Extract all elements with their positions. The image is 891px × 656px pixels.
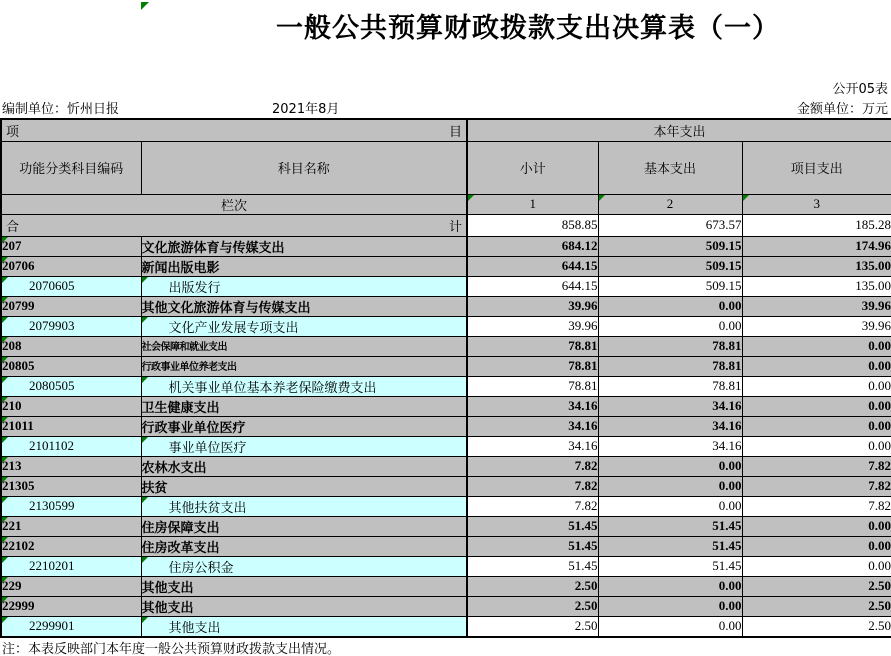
code-text: 229 <box>2 578 22 593</box>
project-value-cell[interactable] <box>742 276 891 296</box>
table-row <box>1 616 891 637</box>
subject-name-text: 农林水支出 <box>141 459 207 475</box>
period-label: 2021年8月 <box>272 102 340 117</box>
value-text: 2.50 <box>574 598 598 613</box>
subtotal-value-cell[interactable] <box>467 296 598 316</box>
cell-flag-icon <box>2 457 8 463</box>
subject-name-cell[interactable] <box>141 596 467 616</box>
table-row <box>1 436 891 456</box>
value-text: 78.81 <box>568 358 598 373</box>
table-row <box>1 476 891 496</box>
value-text: 34.16 <box>568 398 598 413</box>
project-value-cell[interactable] <box>742 236 891 256</box>
cell-flag-icon <box>2 277 8 283</box>
value-text: 34.16 <box>712 398 742 413</box>
value-text: 684.12 <box>561 238 598 253</box>
page-title: 一般公共预算财政拨款支出决算表（一） <box>276 13 780 44</box>
cell-flag-icon <box>2 557 8 563</box>
cell-flag-icon <box>2 377 8 383</box>
value-text: 39.96 <box>861 298 891 313</box>
table-row <box>1 596 891 616</box>
code-cell[interactable] <box>1 476 141 496</box>
cell-flag-icon <box>2 477 8 483</box>
value-text: 34.16 <box>712 418 742 433</box>
basic-value-cell[interactable] <box>598 256 742 276</box>
code-cell[interactable] <box>1 236 141 256</box>
subtotal-value-cell[interactable] <box>467 516 598 536</box>
cell-flag-icon <box>2 357 8 363</box>
subject-name-text: 社会保障和就业支出 <box>141 342 227 353</box>
subject-name-cell[interactable] <box>141 456 467 476</box>
cell-flag-icon <box>142 437 148 443</box>
cell-flag-icon <box>142 497 148 503</box>
project-column-header[interactable] <box>742 141 891 194</box>
subject-name-cell[interactable] <box>141 336 467 356</box>
year-expense-text: 本年支出 <box>653 123 706 139</box>
subject-name-cell[interactable] <box>141 576 467 596</box>
basic-value-cell[interactable] <box>598 356 742 376</box>
value-text: 0.00 <box>718 458 742 473</box>
table-row <box>1 576 891 596</box>
value-text: 0.00 <box>718 318 742 333</box>
subject-name-text: 行政事业单位养老支出 <box>141 362 237 373</box>
cell-flag-icon <box>2 237 8 243</box>
code-text: 22102 <box>2 538 35 553</box>
subtotal-value-cell[interactable] <box>467 256 598 276</box>
subtotal-value-cell[interactable] <box>467 616 598 637</box>
value-text: 7.82 <box>574 498 598 513</box>
total-basic-cell[interactable] <box>598 214 742 236</box>
code-cell[interactable] <box>1 536 141 556</box>
basic-value-cell[interactable] <box>598 396 742 416</box>
item-left-text: 项 <box>6 123 20 139</box>
table-row <box>1 416 891 436</box>
code-cell[interactable] <box>1 516 141 536</box>
total-left-text: 合 <box>6 218 20 234</box>
rank-label-text: 栏次 <box>220 197 247 213</box>
cell-flag-icon <box>2 517 8 523</box>
cell-flag-icon <box>142 377 148 383</box>
code-cell[interactable] <box>1 256 141 276</box>
value-text: 0.00 <box>718 498 742 513</box>
code-text: 2210201 <box>29 558 75 573</box>
subject-name-cell[interactable] <box>141 556 467 576</box>
subject-name-text: 其他扶贫支出 <box>168 499 247 515</box>
subtotal-header-text: 小计 <box>519 161 546 176</box>
subject-name-cell[interactable] <box>141 436 467 456</box>
value-text: 0.00 <box>718 298 742 313</box>
footnote: 注：本表反映部门本年度一般公共预算财政拨款支出情况。 <box>2 642 341 656</box>
value-text: 51.45 <box>712 538 742 553</box>
subject-name-cell[interactable] <box>141 496 467 516</box>
value-text: 2.50 <box>868 598 891 613</box>
value-text: 39.96 <box>568 298 598 313</box>
subject-name-text: 扶贫 <box>141 479 168 495</box>
value-text: 0.00 <box>718 598 742 613</box>
project-value-cell[interactable] <box>742 456 891 476</box>
subtotal-value-cell[interactable] <box>467 276 598 296</box>
subject-name-cell[interactable] <box>141 356 467 376</box>
code-cell[interactable] <box>1 376 141 396</box>
project-value-cell[interactable] <box>742 416 891 436</box>
basic-value-cell[interactable] <box>598 456 742 476</box>
value-text: 2.50 <box>868 618 891 633</box>
subject-name-text: 住房改革支出 <box>141 539 220 555</box>
subject-name-text: 住房保障支出 <box>141 519 220 535</box>
table-row <box>1 256 891 276</box>
project-value-cell[interactable] <box>742 296 891 316</box>
code-cell[interactable] <box>1 616 141 637</box>
code-text: 21011 <box>2 418 34 433</box>
project-header-text: 项目支出 <box>790 161 843 176</box>
value-text: 7.82 <box>574 458 598 473</box>
code-cell[interactable] <box>1 396 141 416</box>
code-text: 21305 <box>2 478 35 493</box>
rank-number-text: 2 <box>666 196 674 211</box>
cell-flag-icon <box>2 577 8 583</box>
sheet-number-label: 公开05表 <box>832 82 888 97</box>
value-text: 78.81 <box>568 338 598 353</box>
code-text: 2070605 <box>29 278 75 293</box>
value-text: 135.00 <box>855 278 891 293</box>
cell-flag-icon <box>2 597 8 603</box>
total-value-text: 673.57 <box>705 217 742 232</box>
rank-cell-3[interactable] <box>742 194 891 214</box>
table-row <box>1 276 891 296</box>
cell-flag-icon <box>142 317 148 323</box>
subject-name-cell[interactable] <box>141 256 467 276</box>
code-text: 20706 <box>2 258 35 273</box>
basic-value-cell[interactable] <box>598 596 742 616</box>
header-row-columns <box>1 141 891 194</box>
basic-header-text: 基本支出 <box>643 161 696 176</box>
subtotal-value-cell[interactable] <box>467 316 598 336</box>
basic-value-cell[interactable] <box>598 576 742 596</box>
table-body <box>1 236 891 637</box>
subtotal-value-cell[interactable] <box>467 356 598 376</box>
code-cell[interactable] <box>1 276 141 296</box>
code-cell[interactable] <box>1 336 141 356</box>
value-text: 34.16 <box>712 438 742 453</box>
subject-name-text: 行政事业单位医疗 <box>141 419 246 435</box>
subject-name-text: 其他文化旅游体育与传媒支出 <box>141 299 311 315</box>
cell-flag-icon <box>468 195 474 201</box>
cell-flag-icon <box>142 617 148 623</box>
subtotal-value-cell[interactable] <box>467 576 598 596</box>
table-row <box>1 396 891 416</box>
code-text: 213 <box>2 458 22 473</box>
project-value-cell[interactable] <box>742 476 891 496</box>
code-text: 20799 <box>2 298 35 313</box>
value-text: 7.82 <box>574 478 598 493</box>
cell-flag-icon <box>2 297 8 303</box>
value-text: 51.45 <box>568 558 598 573</box>
subtotal-value-cell[interactable] <box>467 236 598 256</box>
code-text: 207 <box>2 238 22 253</box>
code-cell[interactable] <box>1 316 141 336</box>
value-text: 0.00 <box>868 338 891 353</box>
code-cell[interactable] <box>1 296 141 316</box>
subject-name-text: 其他支出 <box>168 619 221 635</box>
value-text: 0.00 <box>718 618 742 633</box>
basic-column-header[interactable] <box>598 141 742 194</box>
subtotal-value-cell[interactable] <box>467 496 598 516</box>
subtotal-value-cell[interactable] <box>467 396 598 416</box>
subject-name-cell[interactable] <box>141 476 467 496</box>
table-row <box>1 496 891 516</box>
subject-name-cell[interactable] <box>141 416 467 436</box>
code-cell[interactable] <box>1 356 141 376</box>
total-value-text: 858.85 <box>561 217 598 232</box>
header-row-rank <box>1 194 891 214</box>
rank-cell-2[interactable] <box>598 194 742 214</box>
code-header-text: 功能分类科目编码 <box>19 161 124 176</box>
value-text: 2.50 <box>868 578 891 593</box>
value-text: 51.45 <box>712 518 742 533</box>
value-text: 0.00 <box>718 578 742 593</box>
value-text: 0.00 <box>868 378 891 393</box>
basic-value-cell[interactable] <box>598 376 742 396</box>
basic-value-cell[interactable] <box>598 436 742 456</box>
cell-flag-icon <box>2 397 8 403</box>
basic-value-cell[interactable] <box>598 556 742 576</box>
subtotal-value-cell[interactable] <box>467 456 598 476</box>
subject-name-cell[interactable] <box>141 396 467 416</box>
subject-name-cell[interactable] <box>141 296 467 316</box>
subtotal-value-cell[interactable] <box>467 416 598 436</box>
cell-flag-icon <box>2 417 8 423</box>
subject-name-text: 其他支出 <box>141 579 194 595</box>
value-text: 0.00 <box>868 518 891 533</box>
value-text: 39.96 <box>568 318 598 333</box>
subtotal-value-cell[interactable] <box>467 336 598 356</box>
subtotal-column-header[interactable] <box>467 141 598 194</box>
project-value-cell[interactable] <box>742 556 891 576</box>
basic-value-cell[interactable] <box>598 416 742 436</box>
value-text: 0.00 <box>868 418 891 433</box>
project-value-cell[interactable] <box>742 396 891 416</box>
item-header-cell[interactable] <box>1 119 467 141</box>
code-text: 221 <box>2 518 22 533</box>
total-project-cell[interactable] <box>742 214 891 236</box>
project-value-cell[interactable] <box>742 496 891 516</box>
rank-label-cell[interactable] <box>1 194 467 214</box>
total-right-text: 计 <box>448 218 462 234</box>
project-value-cell[interactable] <box>742 356 891 376</box>
value-text: 2.50 <box>574 618 598 633</box>
subject-name-cell[interactable] <box>141 516 467 536</box>
code-text: 2080505 <box>29 378 75 393</box>
basic-value-cell[interactable] <box>598 296 742 316</box>
value-text: 7.82 <box>868 458 891 473</box>
subject-name-cell[interactable] <box>141 616 467 637</box>
rank-cell-1[interactable] <box>467 194 598 214</box>
value-text: 0.00 <box>868 398 891 413</box>
subject-name-cell[interactable] <box>141 316 467 336</box>
subtotal-value-cell[interactable] <box>467 536 598 556</box>
rank-number-text: 3 <box>813 196 820 211</box>
value-text: 34.16 <box>568 418 598 433</box>
subject-name-text: 文化产业发展专项支出 <box>168 319 299 335</box>
cell-flag-icon <box>2 437 8 443</box>
amount-unit-label: 金额单位：万元 <box>796 102 888 117</box>
cell-flag-icon <box>2 257 8 263</box>
total-value-text: 185.28 <box>855 217 891 232</box>
subject-name-text: 出版发行 <box>168 279 221 295</box>
project-value-cell[interactable] <box>742 516 891 536</box>
corner-flag-icon <box>141 2 149 10</box>
value-text: 39.96 <box>861 318 891 333</box>
value-text: 0.00 <box>868 558 891 573</box>
value-text: 135.00 <box>855 258 891 273</box>
value-text: 0.00 <box>868 358 891 373</box>
value-text: 51.45 <box>568 518 598 533</box>
year-expense-header-cell[interactable] <box>467 119 891 141</box>
subtotal-value-cell[interactable] <box>467 556 598 576</box>
cell-flag-icon <box>743 195 749 201</box>
cell-flag-icon <box>142 277 148 283</box>
value-text: 0.00 <box>718 478 742 493</box>
code-text: 210 <box>2 398 22 413</box>
total-label-cell[interactable] <box>1 214 467 236</box>
value-text: 644.15 <box>561 258 598 273</box>
code-text: 20805 <box>2 358 35 373</box>
total-subtotal-cell[interactable] <box>467 214 598 236</box>
project-value-cell[interactable] <box>742 576 891 596</box>
code-cell[interactable] <box>1 456 141 476</box>
subtotal-value-cell[interactable] <box>467 376 598 396</box>
project-value-cell[interactable] <box>742 616 891 637</box>
project-value-cell[interactable] <box>742 376 891 396</box>
value-text: 509.15 <box>705 258 742 273</box>
value-text: 174.96 <box>855 238 891 253</box>
project-value-cell[interactable] <box>742 536 891 556</box>
table-row <box>1 316 891 336</box>
basic-value-cell[interactable] <box>598 476 742 496</box>
cell-flag-icon <box>142 557 148 563</box>
table-row <box>1 456 891 476</box>
code-text: 2101102 <box>29 438 75 453</box>
code-text: 208 <box>2 338 22 353</box>
code-cell[interactable] <box>1 436 141 456</box>
basic-value-cell[interactable] <box>598 336 742 356</box>
code-cell[interactable] <box>1 556 141 576</box>
subtotal-value-cell[interactable] <box>467 476 598 496</box>
code-column-header[interactable] <box>1 141 141 194</box>
basic-value-cell[interactable] <box>598 276 742 296</box>
project-value-cell[interactable] <box>742 596 891 616</box>
cell-flag-icon <box>599 195 605 201</box>
value-text: 78.81 <box>712 378 742 393</box>
project-value-cell[interactable] <box>742 316 891 336</box>
value-text: 509.15 <box>705 278 742 293</box>
basic-value-cell[interactable] <box>598 236 742 256</box>
value-text: 78.81 <box>568 378 598 393</box>
subject-name-text: 文化旅游体育与传媒支出 <box>141 239 285 255</box>
total-row <box>1 214 891 236</box>
code-text: 2299901 <box>29 618 75 633</box>
subtotal-value-cell[interactable] <box>467 596 598 616</box>
subject-name-cell[interactable] <box>141 536 467 556</box>
cell-flag-icon <box>2 617 8 623</box>
code-cell[interactable] <box>1 496 141 516</box>
code-cell[interactable] <box>1 576 141 596</box>
project-value-cell[interactable] <box>742 436 891 456</box>
cell-flag-icon <box>2 317 8 323</box>
subject-name-cell[interactable] <box>141 236 467 256</box>
table-row <box>1 236 891 256</box>
budget-table <box>0 118 891 638</box>
table-row <box>1 556 891 576</box>
code-cell[interactable] <box>1 416 141 436</box>
cell-flag-icon <box>2 337 8 343</box>
basic-value-cell[interactable] <box>598 616 742 637</box>
subject-name-text: 卫生健康支出 <box>141 399 220 415</box>
basic-value-cell[interactable] <box>598 536 742 556</box>
item-right-text: 目 <box>448 123 462 139</box>
basic-value-cell[interactable] <box>598 516 742 536</box>
basic-value-cell[interactable] <box>598 316 742 336</box>
subject-name-text: 住房公积金 <box>168 559 234 575</box>
prepared-by-label: 编制单位：忻州日报 <box>2 102 120 117</box>
cell-flag-icon <box>2 537 8 543</box>
value-text: 7.82 <box>868 478 891 493</box>
table-row <box>1 516 891 536</box>
value-text: 51.45 <box>568 538 598 553</box>
table-row <box>1 356 891 376</box>
value-text: 0.00 <box>868 538 891 553</box>
subject-name-cell[interactable] <box>141 276 467 296</box>
table-row <box>1 536 891 556</box>
rank-number-text: 1 <box>529 196 536 211</box>
table-row <box>1 296 891 316</box>
subject-name-text: 事业单位医疗 <box>168 439 247 455</box>
table-row <box>1 376 891 396</box>
code-cell[interactable] <box>1 596 141 616</box>
project-value-cell[interactable] <box>742 256 891 276</box>
value-text: 34.16 <box>568 438 598 453</box>
value-text: 78.81 <box>712 358 742 373</box>
subject-name-text: 其他支出 <box>141 599 194 615</box>
value-text: 78.81 <box>712 338 742 353</box>
project-value-cell[interactable] <box>742 336 891 356</box>
value-text: 0.00 <box>868 438 891 453</box>
code-text: 2079903 <box>29 318 75 333</box>
value-text: 2.50 <box>574 578 598 593</box>
code-text: 22999 <box>2 598 35 613</box>
value-text: 509.15 <box>705 238 742 253</box>
subject-name-text: 机关事业单位基本养老保险缴费支出 <box>168 379 377 395</box>
cell-flag-icon <box>2 497 8 503</box>
table-row <box>1 336 891 356</box>
subject-column-header[interactable] <box>141 141 467 194</box>
code-text: 2130599 <box>29 498 75 513</box>
value-text: 7.82 <box>868 498 891 513</box>
value-text: 644.15 <box>561 278 598 293</box>
value-text: 51.45 <box>712 558 742 573</box>
subtotal-value-cell[interactable] <box>467 436 598 456</box>
basic-value-cell[interactable] <box>598 496 742 516</box>
subject-name-text: 新闻出版电影 <box>141 259 220 275</box>
header-row-item <box>1 119 891 141</box>
subject-header-text: 科目名称 <box>277 161 330 176</box>
subject-name-cell[interactable] <box>141 376 467 396</box>
